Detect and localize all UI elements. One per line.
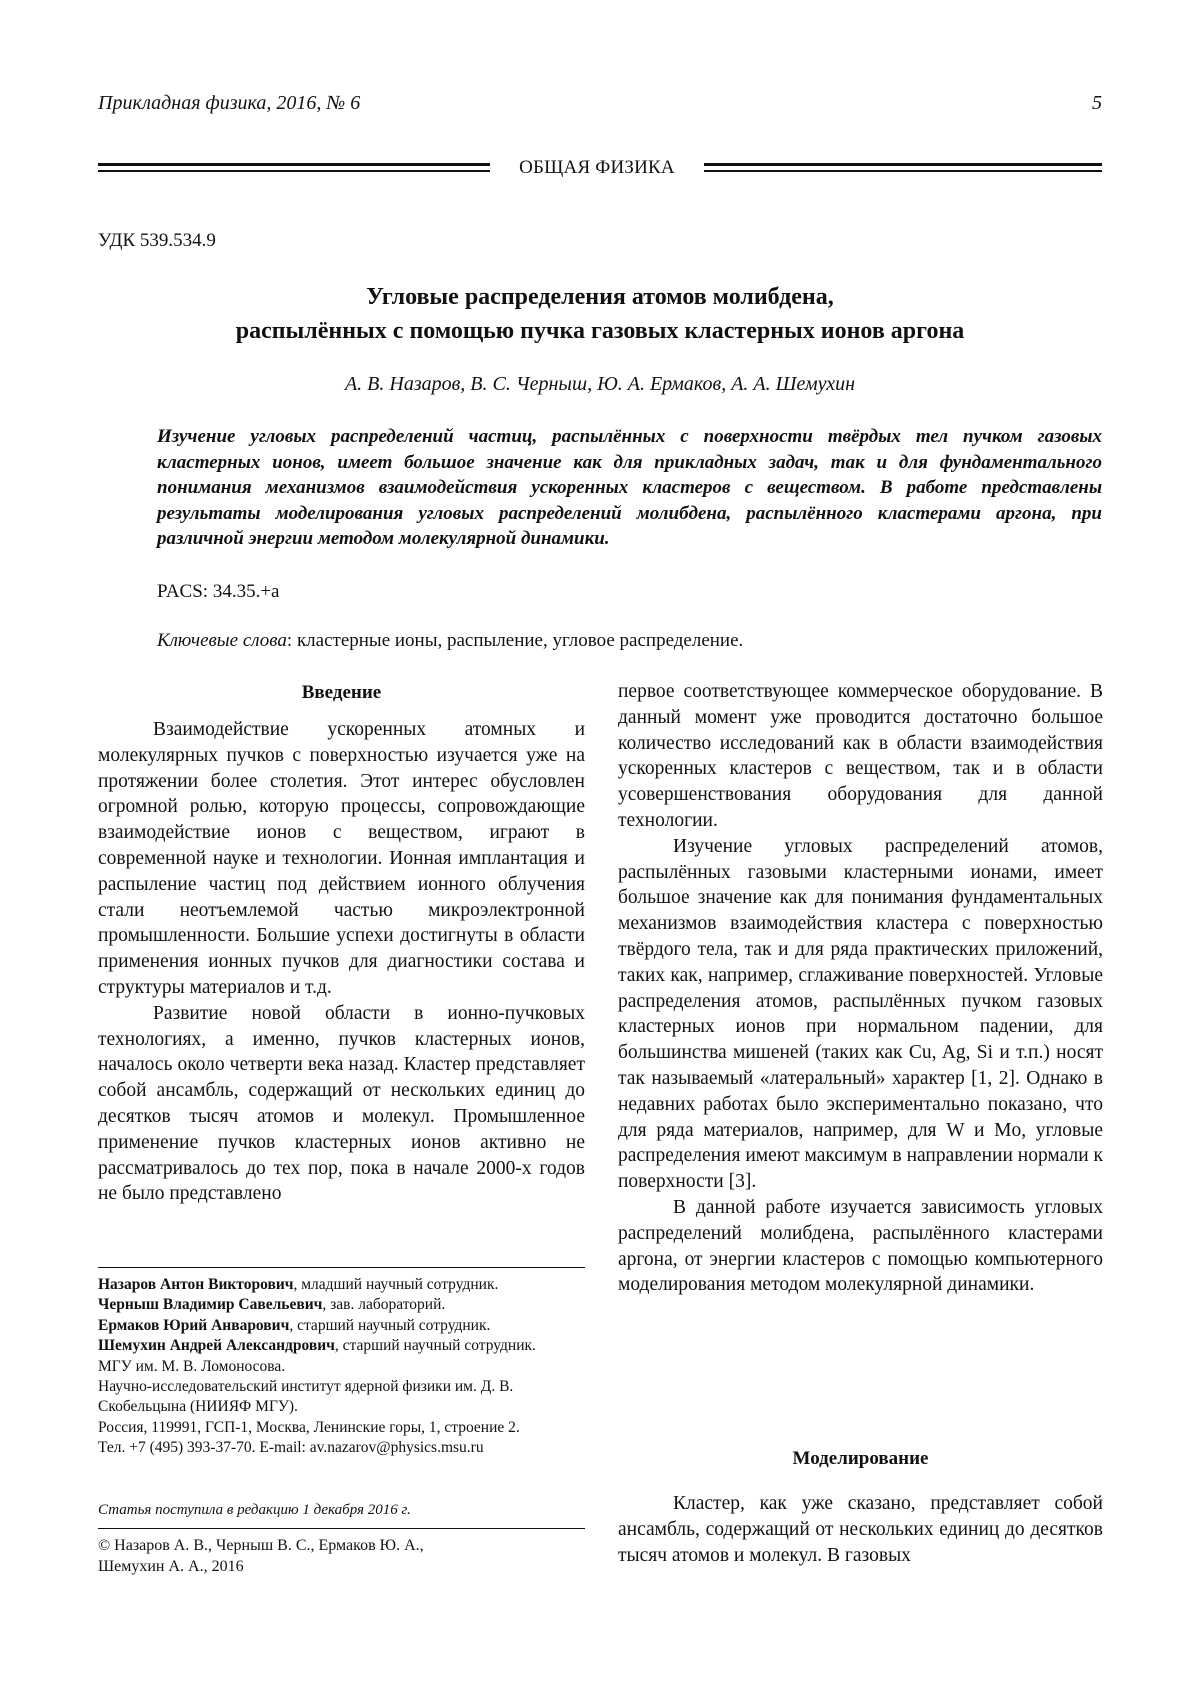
footnote-rule (98, 1267, 585, 1268)
modeling-paragraph-1: Кластер, как уже сказано, представляет собой ансамбль, содержащий от нескольких единиц до десятков тысяч атомов и молекул. В газовых (618, 1493, 1103, 1566)
author-1-name: Назаров Антон Викторович (98, 1276, 294, 1293)
intro-heading: Введение (301, 682, 382, 703)
page-number: 5 (1092, 92, 1102, 114)
copyright-line-1: © Назаров А. В., Черныш В. С., Ермаков Ю. А., (98, 1537, 424, 1554)
pacs-code: PACS: 34.35.+a (157, 581, 280, 602)
intro-paragraph-4: В данной работе изучается зависимость угловых распределений молибдена, распылённого кластерами аргона, от энергии кластеров с помощью компьютерного моделирования методом молекулярной динамики. (618, 1196, 1103, 1296)
journal-title: Прикладная физика, 2016, № 6 (98, 92, 361, 114)
received-date: Статья поступила в редакцию 1 декабря 2016 г. (98, 1502, 411, 1518)
intro-paragraph-2: Развитие новой области в ионно-пучковых технологиях, а именно, пучков кластерных ионов, началось около четверти века назад. Кластер представляет собой ансамбль, содержащий от нескольких единиц до десятков тысяч атомов и молекул. Промышленное применение пучков кластерных ионов активно не рассматривалось до тех пор, пока в начале 2000-х годов не было представлено (98, 1002, 585, 1205)
author-list: А. В. Назаров, В. С. Черныш, Ю. А. Ермаков, А. А. Шемухин (344, 373, 856, 395)
intro-paragraph-2-continued: первое соответствующее коммерческое оборудование. В данный момент уже проводится достаточно большое количество исследований как в области взаимодействия ускоренных кластеров с веществом, так и в области усовершенствования оборудования для данной технологии. (618, 681, 1103, 831)
right-column (618, 679, 1103, 1298)
footnote-author-1 (98, 1275, 585, 1295)
article-title (98, 280, 1102, 348)
footnote-contact: Тел. +7 (495) 393-37-70. E-mail: av.nazarov@physics.msu.ru (98, 1439, 484, 1457)
keywords-label: Ключевые слова (157, 630, 287, 651)
author-4-role: , старший научный сотрудник. (334, 1337, 536, 1355)
footnote-affiliation-1: МГУ им. М. В. Ломоносова. (98, 1357, 286, 1375)
author-3-name: Ермаков Юрий Анварович (98, 1316, 290, 1334)
footnote-author-4 (98, 1336, 585, 1356)
section-rule-right (704, 163, 1102, 174)
author-1-role: , младший научный сотрудник. (293, 1276, 499, 1293)
footnote-author-3 (98, 1316, 585, 1336)
abstract: Изучение угловых распределений частиц, распылённых с поверхности твёрдых тел пучком газовых кластерных ионов, имеет большое значение как для прикладных задач, так и для фундаментального понимания механизмов взаимодействия ускоренных кластеров с веществом. В работе представлены результаты моделирования угловых распределений молибдена, распылённого кластерами аргона, при различной энергии методом молекулярной динамики. (157, 426, 1102, 549)
footnote-author-2 (98, 1295, 585, 1315)
udk-code: УДК 539.534.9 (98, 230, 216, 251)
keywords-text: : кластерные ионы, распыление, угловое распределение. (286, 630, 744, 651)
section-heading: ОБЩАЯ ФИЗИКА (519, 157, 675, 178)
modeling-heading: Моделирование (792, 1448, 929, 1469)
section-rule-left (98, 163, 490, 174)
modeling-column (618, 1491, 1103, 1568)
author-2-name: Черныш Владимир Савельевич (98, 1296, 323, 1314)
title-line-2: распылённых с помощью пучка газовых кластерных ионов аргона (235, 318, 965, 344)
author-footnote (98, 1275, 585, 1459)
author-3-role: , старший научный сотрудник. (289, 1316, 491, 1334)
keywords (157, 630, 743, 652)
footnote-address: Россия, 119991, ГСП-1, Москва, Ленинские горы, 1, строение 2. (98, 1418, 520, 1436)
intro-paragraph-3: Изучение угловых распределений атомов, распылённых газовыми кластерными ионами, имеет большое значение как для понимания фундаментальных механизмов взаимодействия кластера с поверхностью твёрдого тела, так и для ряда практических приложений, таких как, например, сглаживание поверхностей. Угловые распределения атомов, распылённых пучком газовых кластерных ионов при нормальном падении, для большинства мишеней (таких как Cu, Ag, Si и т.п.) носят так называемый «латеральный» характер [1, 2]. Однако в недавних работах было экспериментально показано, что для ряда материалов, например, для W и Mo, угловые распределения имеют максимум в направлении нормали к поверхности [3]. (618, 835, 1103, 1193)
footnote-affiliation-2: Научно-исследовательский институт ядерной физики им. Д. В. Скобельцына (НИИЯФ МГУ). (98, 1378, 514, 1416)
author-4-name: Шемухин Андрей Александрович (98, 1337, 335, 1355)
left-column (98, 717, 585, 1207)
copyright-line-2: Шемухин А. А., 2016 (98, 1558, 244, 1575)
author-2-role: , зав. лабораторий. (322, 1296, 446, 1314)
copyright-rule (98, 1528, 585, 1529)
title-line-1: Угловые распределения атомов молибдена, (366, 284, 834, 310)
intro-paragraph-1: Взаимодействие ускоренных атомных и молекулярных пучков с поверхностью изучается уже на протяжении более столетия. Этот интерес обусловлен огромной ролью, которую процессы, сопровождающие взаимодействие ионов с веществом, играют в современной науке и технологии. Ионная имплантация и распыление частиц под действием ионного облучения стали неотъемлемой частью микроэлектронной промышленности. Большие успехи достигнуты в области применения ионных пучков для диагностики состава и структуры материалов и т.д. (98, 719, 585, 998)
copyright (98, 1535, 585, 1577)
